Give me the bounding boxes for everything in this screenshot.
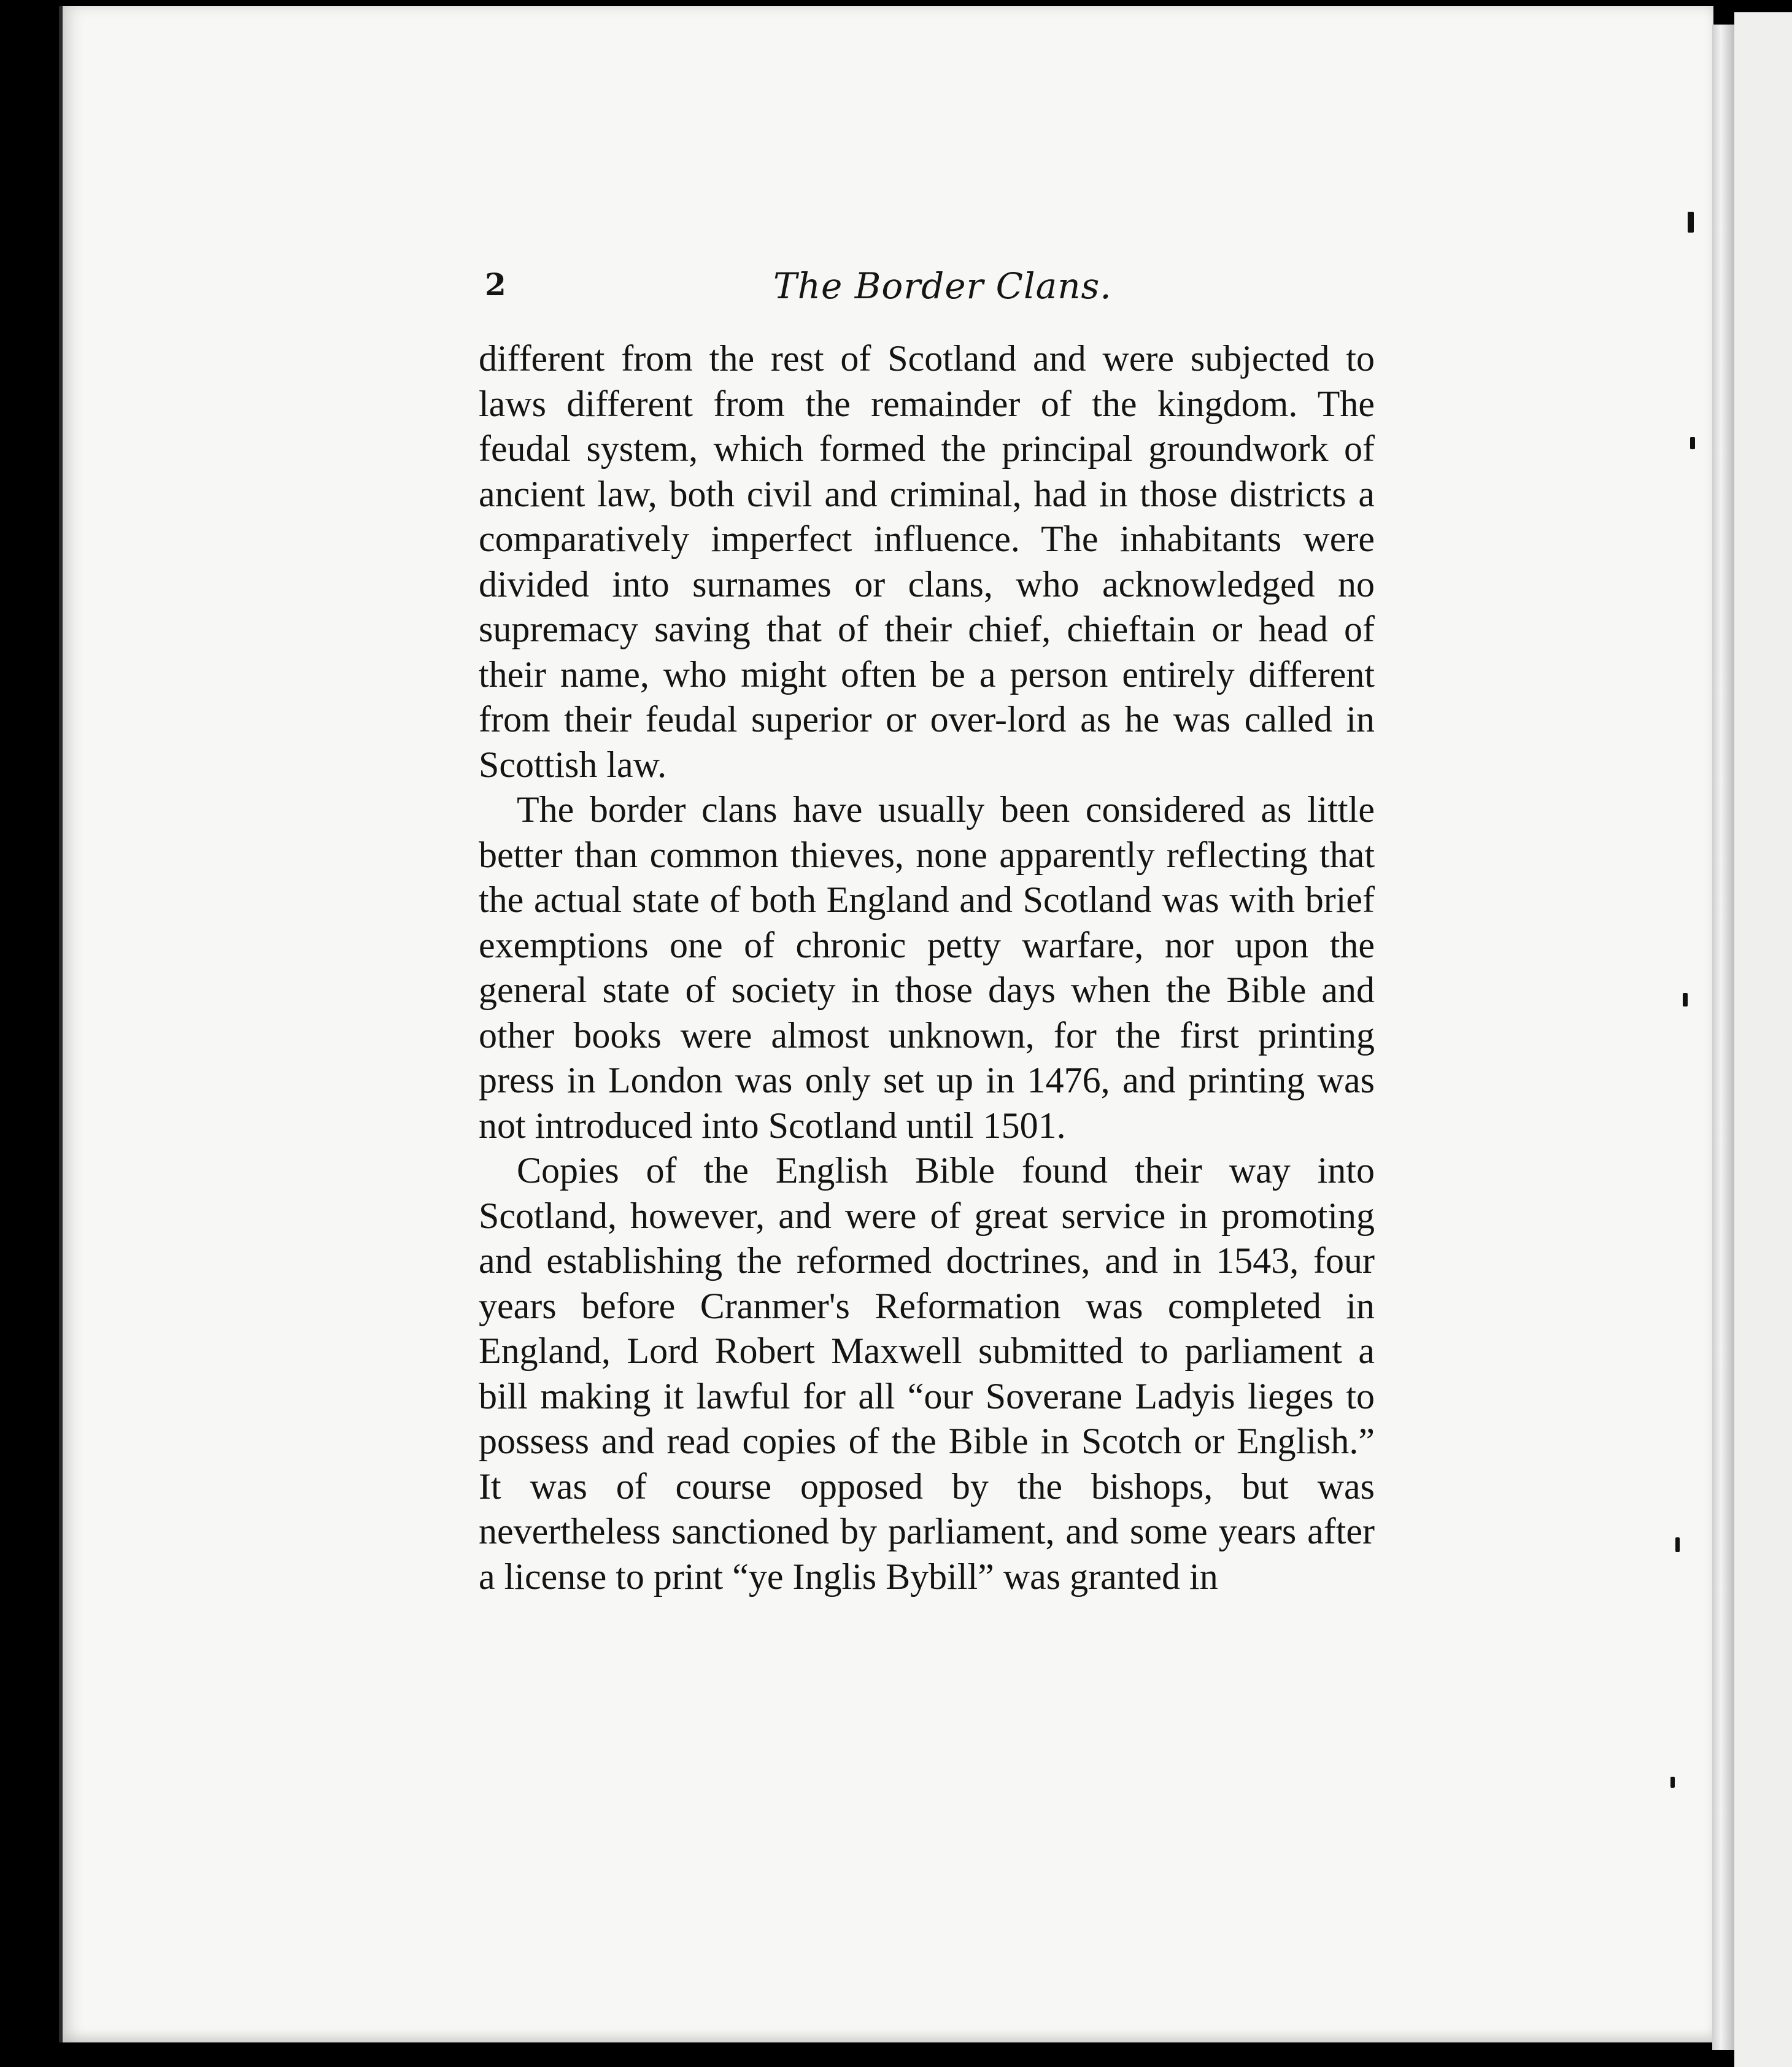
page-header bbox=[479, 265, 1375, 314]
scan-mark bbox=[1675, 1537, 1680, 1552]
body-text bbox=[479, 336, 1375, 1599]
paragraph-continued: different from the rest of Scotland and were subjected to laws different from the remainder of the kingdom. The feudal system, which formed the principal groundwork of ancient law, both civil and criminal, had in those districts a comparatively imperfect influence. The inhabitants were divided into surnames or clans, who acknowledged no supremacy saving that of their chief, chieftain or head of their name, who might often be a person entirely different from their feudal superior or over-lord as he was called in Scottish law. bbox=[479, 338, 1375, 785]
page-edge bbox=[1712, 25, 1734, 2050]
scan-mark bbox=[1670, 1777, 1675, 1788]
scan-mark bbox=[1690, 437, 1695, 449]
paragraph: The border clans have usually been considered as little better than common thieves, none apparently reflecting that the actual state of both England and Scotland was with brief exemptions one of chronic petty warfare, nor upon the general state of society in those days when the Bible and other books were almost unknown, for the first printing press in London was only set up in 1476, and printing was not introduced into Scotland until 1501. bbox=[479, 789, 1375, 1146]
scan-mark bbox=[1688, 212, 1694, 233]
scan-mark bbox=[1683, 993, 1688, 1006]
running-title: The Border Clans. bbox=[773, 265, 1112, 307]
paragraph: Copies of the English Bible found their way into Scotland, however, and were of great service in promoting and establishing the reformed doctrines, and in 1543, four years before Cranmer's Reformation was completed in England, Lord Robert Maxwell submitted to parliament a bill making it lawful for all “our Soverane Ladyis lieges to possess and read copies of the Bible in Scotch or English.” It was of course opposed by the bishops, but was nevertheless sanctioned by parliament, and some years after a license to print “ye Inglis Bybill” was granted in bbox=[479, 1150, 1375, 1597]
facing-page-strip bbox=[1734, 12, 1792, 2067]
page-number: 2 bbox=[485, 266, 506, 303]
